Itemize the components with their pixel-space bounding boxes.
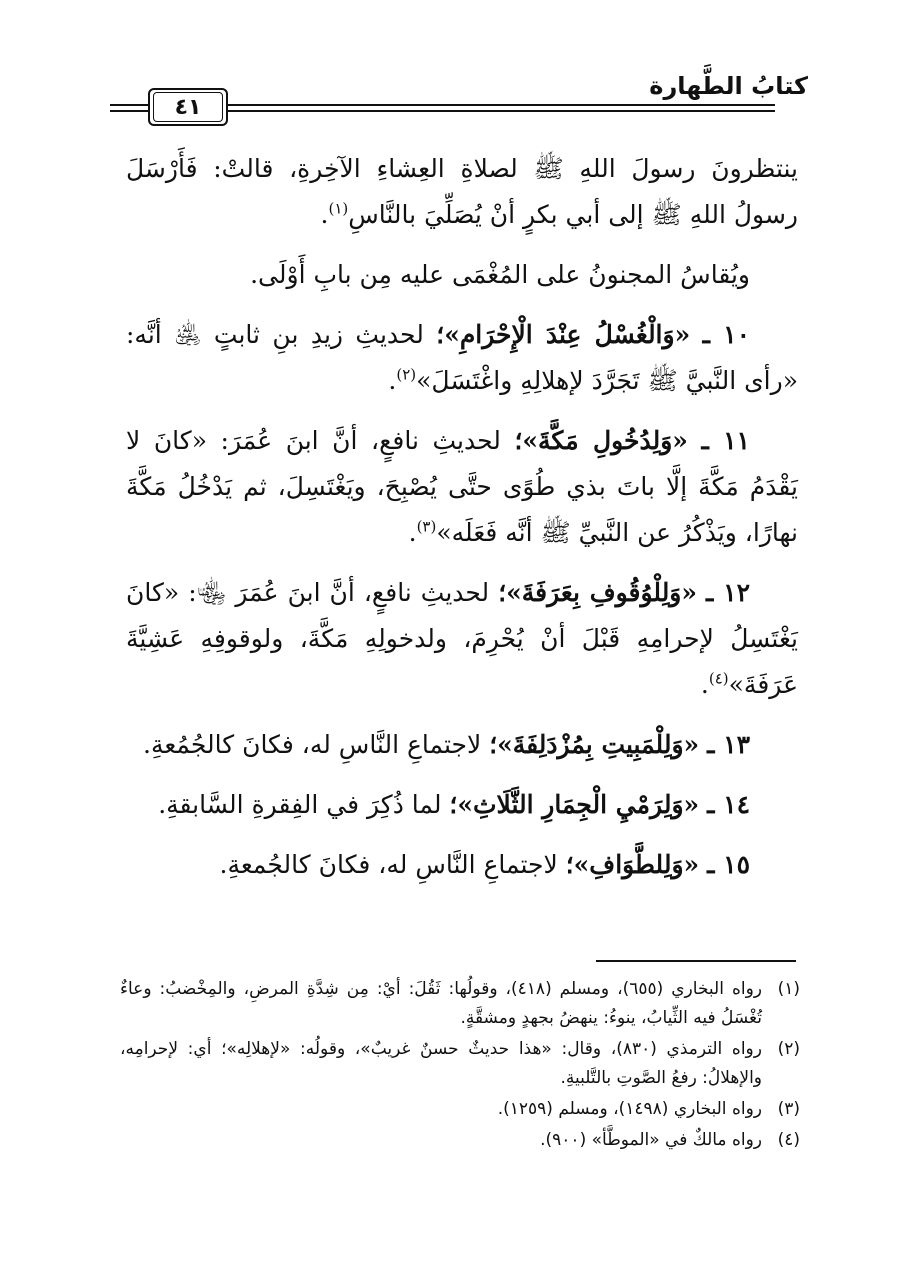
paragraph-item-13 [126, 722, 798, 768]
footnote-text: رواه البخاري (٦٥٥)، ومسلم (٤١٨)، وقولُها: ثَقُلَ: أيْ: مِن شِدَّةِ المرضِ، والمِخْضبُ: وعاءٌ تُغْسَلُ فيه الثِّيابُ، ينوءُ: ينهضُ بجهدٍ ومشقَّةٍ. [120, 979, 762, 1028]
text: . [700, 670, 709, 699]
paragraph-item-12 [126, 570, 798, 708]
footnote-number: (٤) [777, 1130, 800, 1150]
footnote-ref[interactable]: (٣) [416, 517, 437, 536]
footnote [120, 1126, 800, 1155]
item-number: ١٣ ـ [707, 730, 750, 759]
paragraph-item-14 [126, 782, 798, 828]
text: ينتظرونَ رسولَ اللهِ ﷺ لصلاةِ العِشاءِ الآخِرةِ، قالتْ: فَأَرْسَلَ [126, 154, 798, 183]
item-number: ١٢ ـ [706, 578, 751, 607]
footnote-ref[interactable]: (٤) [708, 669, 729, 688]
footnote-text: رواه مالكٌ في «الموطَّأ» (٩٠٠). [540, 1130, 762, 1150]
item-heading: «وَلِدُخُولِ مَكَّةَ»؛ [514, 426, 688, 455]
footnote [120, 1035, 800, 1093]
paragraph-item-10 [126, 312, 798, 404]
paragraph [126, 146, 798, 238]
item-number: ١٠ ـ [702, 320, 751, 349]
paragraph [126, 252, 798, 298]
text: لحديثِ زيدِ بنِ ثابتٍ ﵁ أنَّه: «رأى النَّبيَّ ﷺ تَجَرَّدَ لإهلالِهِ واغْتَسَلَ» [126, 320, 798, 395]
text: لحديثِ نافعٍ، أنَّ ابنَ عُمَرَ ﵄: «كانَ يَغْتَسِلُ لإحرامِهِ قَبْلَ أنْ يُحْرِمَ، ولدخولِهِ مَكَّةَ، ولوقوفِهِ عَشِيَّةَ عَرَفَةَ» [126, 578, 798, 699]
text: رسولُ اللهِ ﷺ إلى أبي بكرٍ أنْ يُصَلِّيَ بالنَّاسِ [348, 200, 798, 229]
text: . [388, 366, 397, 395]
text: . [320, 200, 329, 229]
item-number: ١١ ـ [701, 426, 750, 455]
item-heading: «وَالْغُسْلُ عِنْدَ الْإِحْرَامِ»؛ [436, 320, 691, 349]
item-heading: «وَلِلْوُقُوفِ بِعَرَفَةَ»؛ [498, 578, 698, 607]
paragraph-item-11 [126, 418, 798, 556]
text: لحديثِ نافعٍ، أنَّ ابنَ عُمَرَ: «كانَ لا يَقْدَمُ مَكَّةَ إلَّا باتَ بذي طُوًى حتَّى يُصْبِحَ، ويَغْتَسِلَ، ثم يَدْخُلُ مَكَّةَ نهارًا، ويَذْكُرُ عن النَّبيِّ ﷺ أنَّه فَعَلَه» [126, 426, 798, 547]
text: لاجتماعِ النَّاسِ له، فكانَ كالجُمُعةِ. [143, 730, 482, 759]
item-number: ١٥ ـ [707, 850, 750, 879]
text: لاجتماعِ النَّاسِ له، فكانَ كالجُمعةِ. [219, 850, 558, 879]
footnote-text: رواه الترمذي (٨٣٠)، وقال: «هذا حديثٌ حسنٌ غريبٌ»، وقولُه: «لإهلالِه»؛ أي: لإحرامِه، والإهلالُ: رفعُ الصَّوتِ بالتَّلبيةِ. [120, 1039, 762, 1088]
footnote-number: (١) [777, 979, 800, 999]
footnotes [120, 975, 800, 1157]
footnote [120, 975, 800, 1033]
text: ويُقاسُ المجنونُ على المُغْمَى عليه مِن بابِ أَوْلَى. [250, 260, 750, 289]
chapter-title: كتابُ الطَّهارة [649, 72, 808, 100]
page-number: ٤١ [153, 92, 223, 122]
item-heading: «وَلِرَمْيِ الْجِمَارِ الثَّلَاثِ»؛ [449, 790, 700, 819]
footnote-number: (٣) [777, 1099, 800, 1119]
item-heading: «وَلِلطَّوَافِ»؛ [565, 850, 700, 879]
footnote-number: (٢) [777, 1039, 800, 1059]
page-number-badge [148, 88, 228, 126]
footnote-divider [596, 960, 796, 962]
main-text [126, 146, 798, 902]
text: لما ذُكِرَ في الفِقرةِ السَّابقةِ. [158, 790, 442, 819]
footnote-ref[interactable]: (١) [328, 199, 349, 218]
text: . [408, 518, 417, 547]
footnote-text: رواه البخاري (١٤٩٨)، ومسلم (١٢٥٩). [497, 1099, 762, 1119]
footnote-ref[interactable]: (٢) [396, 365, 417, 384]
item-number: ١٤ ـ [707, 790, 750, 819]
paragraph-item-15 [126, 842, 798, 888]
item-heading: «وَلِلْمَبِيتِ بِمُزْدَلِفَةَ»؛ [489, 730, 700, 759]
footnote [120, 1095, 800, 1124]
